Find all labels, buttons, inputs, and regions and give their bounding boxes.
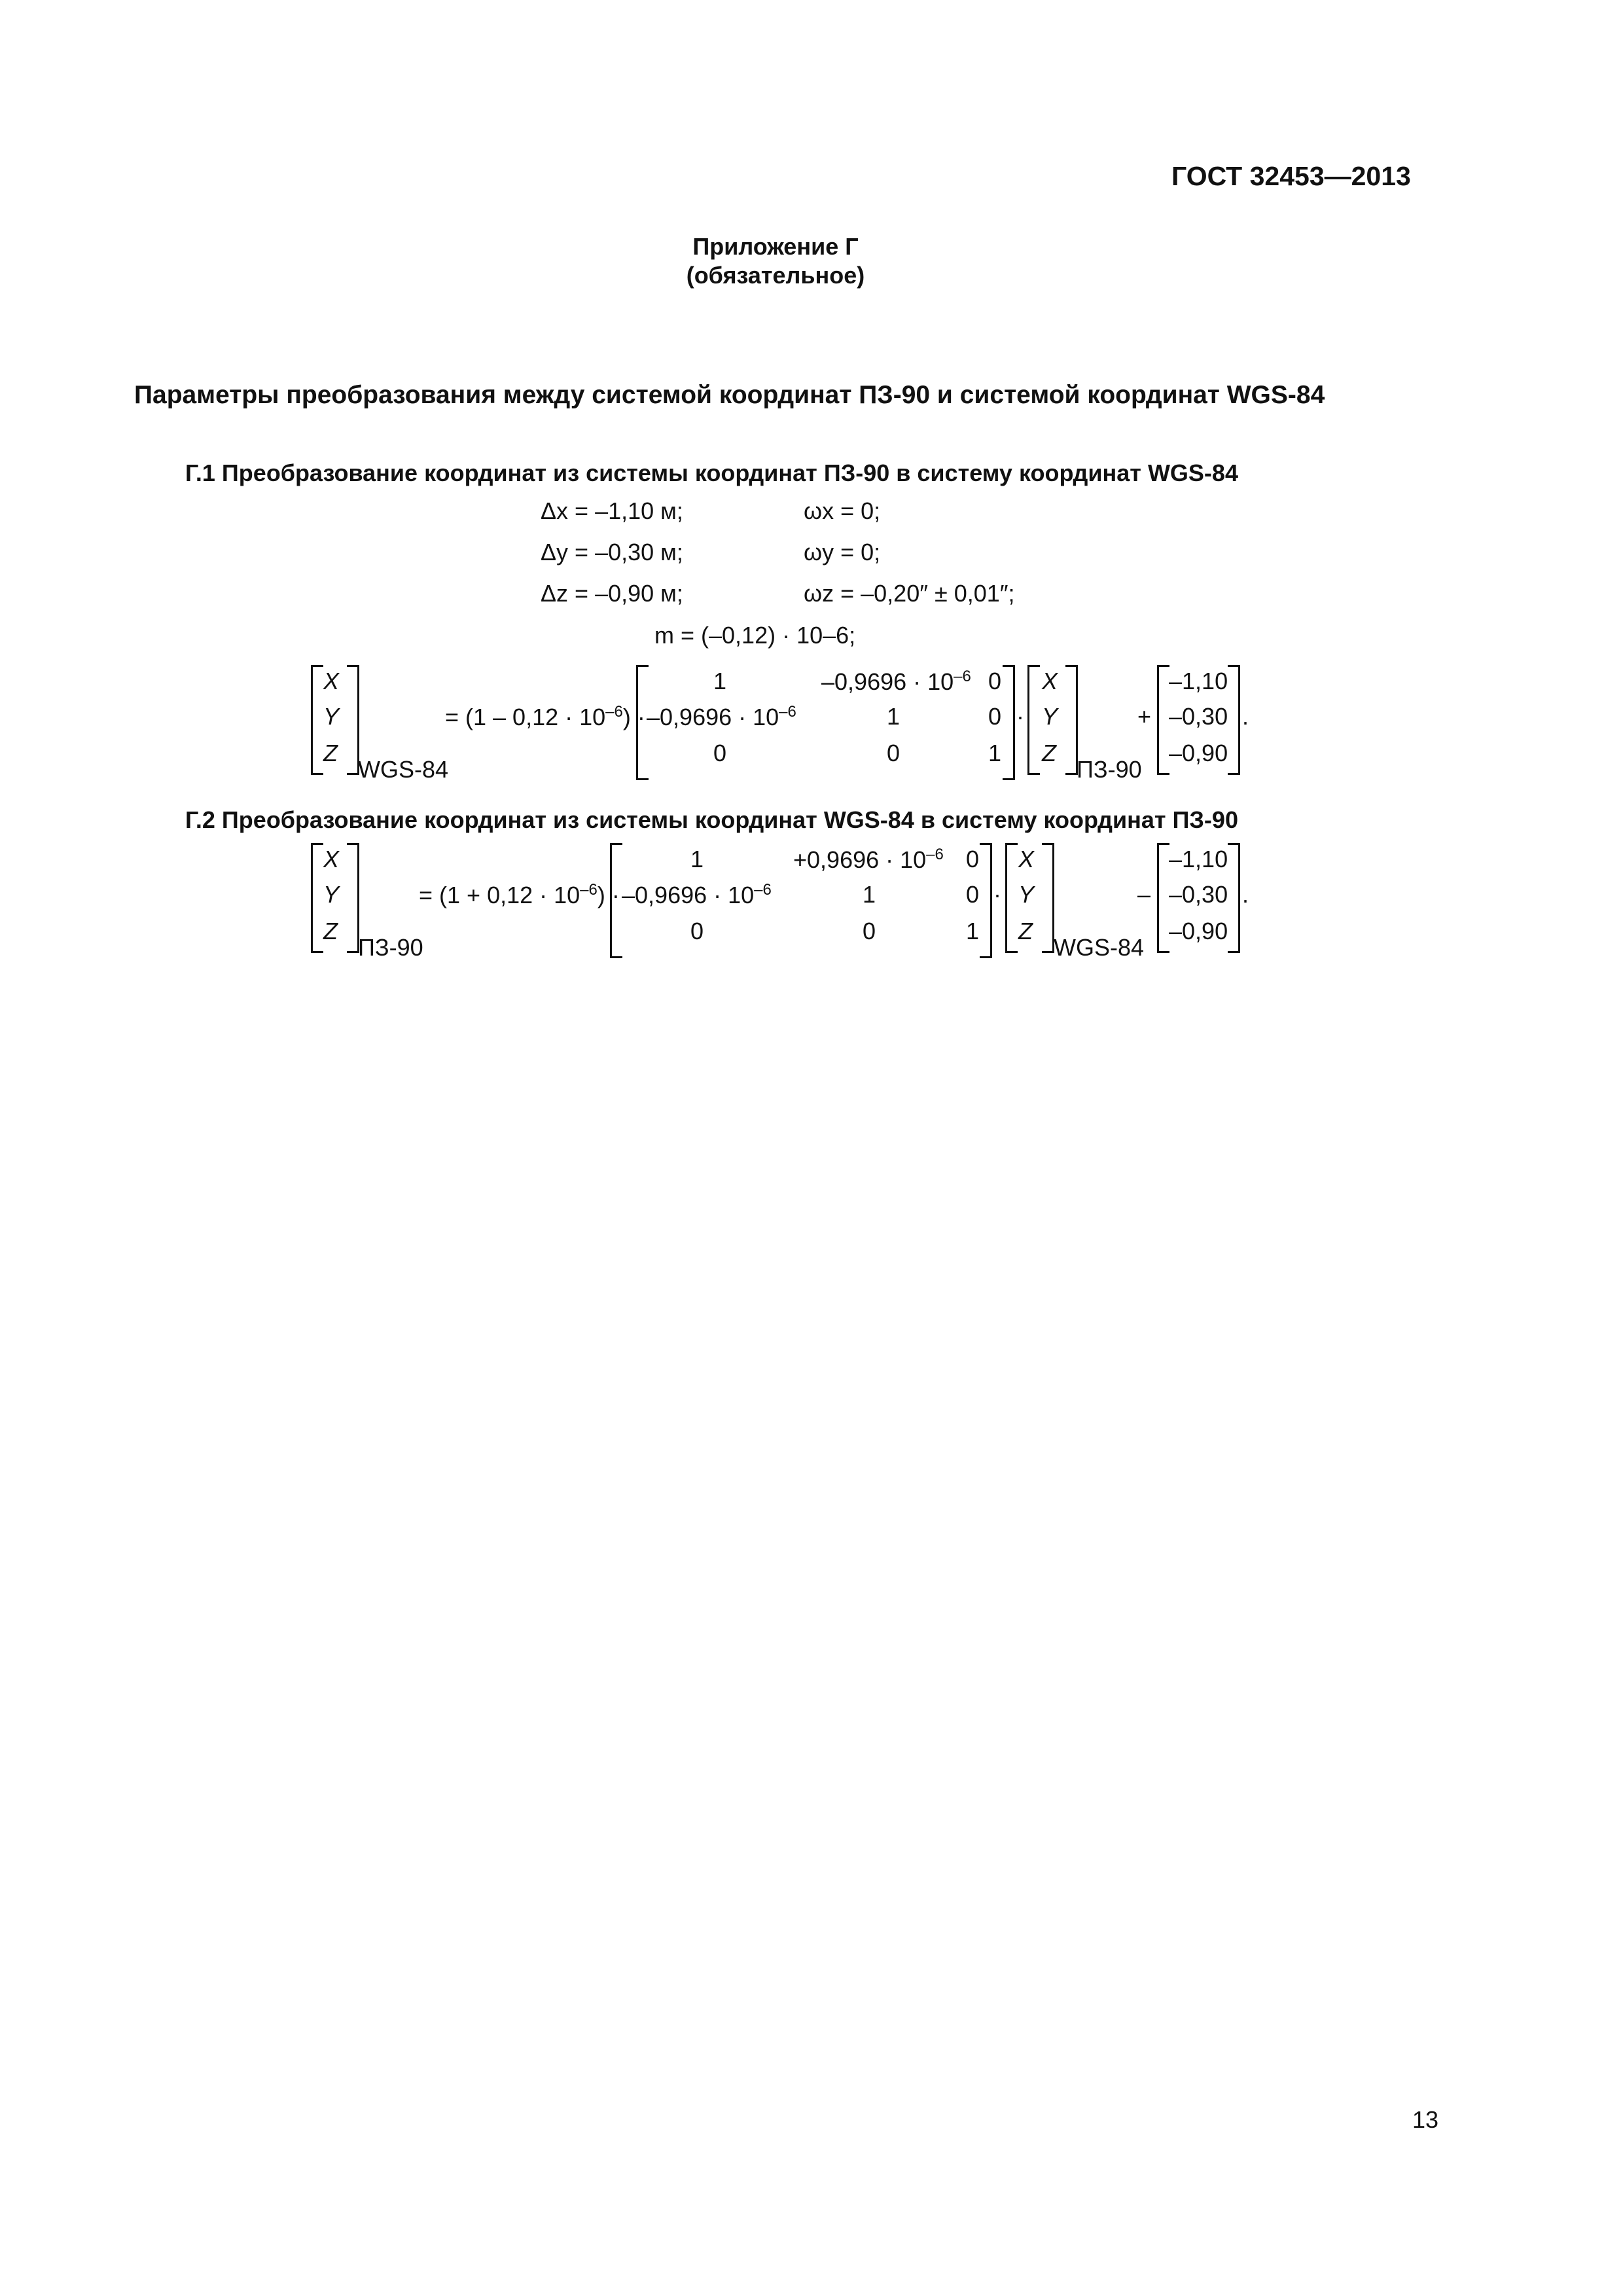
shift-right-bracket xyxy=(1228,665,1240,775)
page-number: 13 xyxy=(1412,2106,1439,2133)
lhs-y: Y xyxy=(323,881,340,908)
m23: 0 xyxy=(966,881,980,908)
lhs-subscript: WGS-84 xyxy=(358,756,449,783)
rhs-subscript: ПЗ-90 xyxy=(1077,756,1142,783)
rhs-subscript: WGS-84 xyxy=(1054,934,1145,961)
lhs-x: X xyxy=(323,668,340,694)
rhs-x: X xyxy=(1042,668,1058,694)
mult-dot: · xyxy=(1016,703,1024,730)
m13: 0 xyxy=(988,668,1002,694)
matrix-left-bracket xyxy=(610,843,622,958)
lhs-z: Z xyxy=(323,740,338,766)
shift-z: –0,90 xyxy=(1169,740,1228,766)
document-code: ГОСТ 32453—2013 xyxy=(1171,161,1411,191)
lhs-left-bracket xyxy=(311,665,323,775)
shift-x: –1,10 xyxy=(1169,668,1228,694)
m12: $-0,9696 \cdot 10^{-6}$ xyxy=(821,668,971,695)
m22: 1 xyxy=(887,703,901,730)
m33: 1 xyxy=(966,918,980,944)
plus-sign: + xyxy=(1137,703,1152,730)
rhs-z: Z xyxy=(1042,740,1056,766)
shift-left-bracket xyxy=(1157,665,1169,775)
m31: 0 xyxy=(713,740,727,766)
mult-dot: · xyxy=(993,881,1001,908)
rhs-y: Y xyxy=(1018,881,1035,908)
rhs-right-bracket xyxy=(1042,843,1054,953)
m11: 1 xyxy=(713,668,727,694)
shift-y: –0,30 xyxy=(1169,881,1228,908)
rhs-left-bracket xyxy=(1027,665,1040,775)
shift-z: –0,90 xyxy=(1169,918,1228,944)
m13: 0 xyxy=(966,846,980,872)
matrix-right-bracket xyxy=(980,843,992,958)
param-wy: ωy = 0; xyxy=(804,539,881,565)
lhs-subscript: ПЗ-90 xyxy=(358,934,423,961)
lhs-z: Z xyxy=(323,918,338,944)
param-dz: Δz = –0,90 м; xyxy=(541,580,683,607)
m11: 1 xyxy=(690,846,704,872)
scale-factor: = $(1 - 0,12 \cdot 10^{-6})$ · xyxy=(445,703,645,730)
matrix-right-bracket xyxy=(1003,665,1015,780)
shift-right-bracket xyxy=(1228,843,1240,953)
lhs-y: Y xyxy=(323,703,340,730)
param-wz: ωz = –0,20″ ± 0,01″; xyxy=(804,580,1015,607)
m31: 0 xyxy=(690,918,704,944)
m22: 1 xyxy=(863,881,876,908)
rhs-left-bracket xyxy=(1005,843,1018,953)
param-wx: ωx = 0; xyxy=(804,497,881,524)
param-dy: Δy = –0,30 м; xyxy=(541,539,683,565)
section-1-heading: Г.1 Преобразование координат из системы координат ПЗ-90 в систему координат WGS-84 xyxy=(185,459,1238,486)
rhs-z: Z xyxy=(1018,918,1033,944)
param-m: m = (–0,12) · 10–6; xyxy=(654,622,856,649)
appendix-status: (обязательное) xyxy=(686,262,865,289)
minus-sign: – xyxy=(1137,881,1151,908)
section-2-heading: Г.2 Преобразование координат из системы координат WGS-84 в систему координат ПЗ-90 xyxy=(185,806,1238,833)
m32: 0 xyxy=(887,740,901,766)
m33: 1 xyxy=(988,740,1002,766)
lhs-x: X xyxy=(323,846,340,872)
appendix-title: Приложение Г xyxy=(692,233,859,260)
shift-left-bracket xyxy=(1157,843,1169,953)
m21: $-0,9696 \cdot 10^{-6}$ xyxy=(647,703,796,730)
shift-x: –1,10 xyxy=(1169,846,1228,872)
param-dx: Δx = –1,10 м; xyxy=(541,497,683,524)
m12: $+0,9696 \cdot 10^{-6}$ xyxy=(793,846,944,873)
m23: 0 xyxy=(988,703,1002,730)
rhs-y: Y xyxy=(1042,703,1058,730)
scale-factor: = $(1 + 0,12 \cdot 10^{-6})$ · xyxy=(419,881,620,908)
shift-y: –0,30 xyxy=(1169,703,1228,730)
m21: $-0,9696 \cdot 10^{-6}$ xyxy=(622,881,772,908)
period: . xyxy=(1242,703,1249,730)
period: . xyxy=(1242,881,1249,908)
lhs-left-bracket xyxy=(311,843,323,953)
main-title: Параметры преобразования между системой координат ПЗ-90 и системой координат WGS-84 xyxy=(134,381,1325,409)
m32: 0 xyxy=(863,918,876,944)
rhs-x: X xyxy=(1018,846,1035,872)
